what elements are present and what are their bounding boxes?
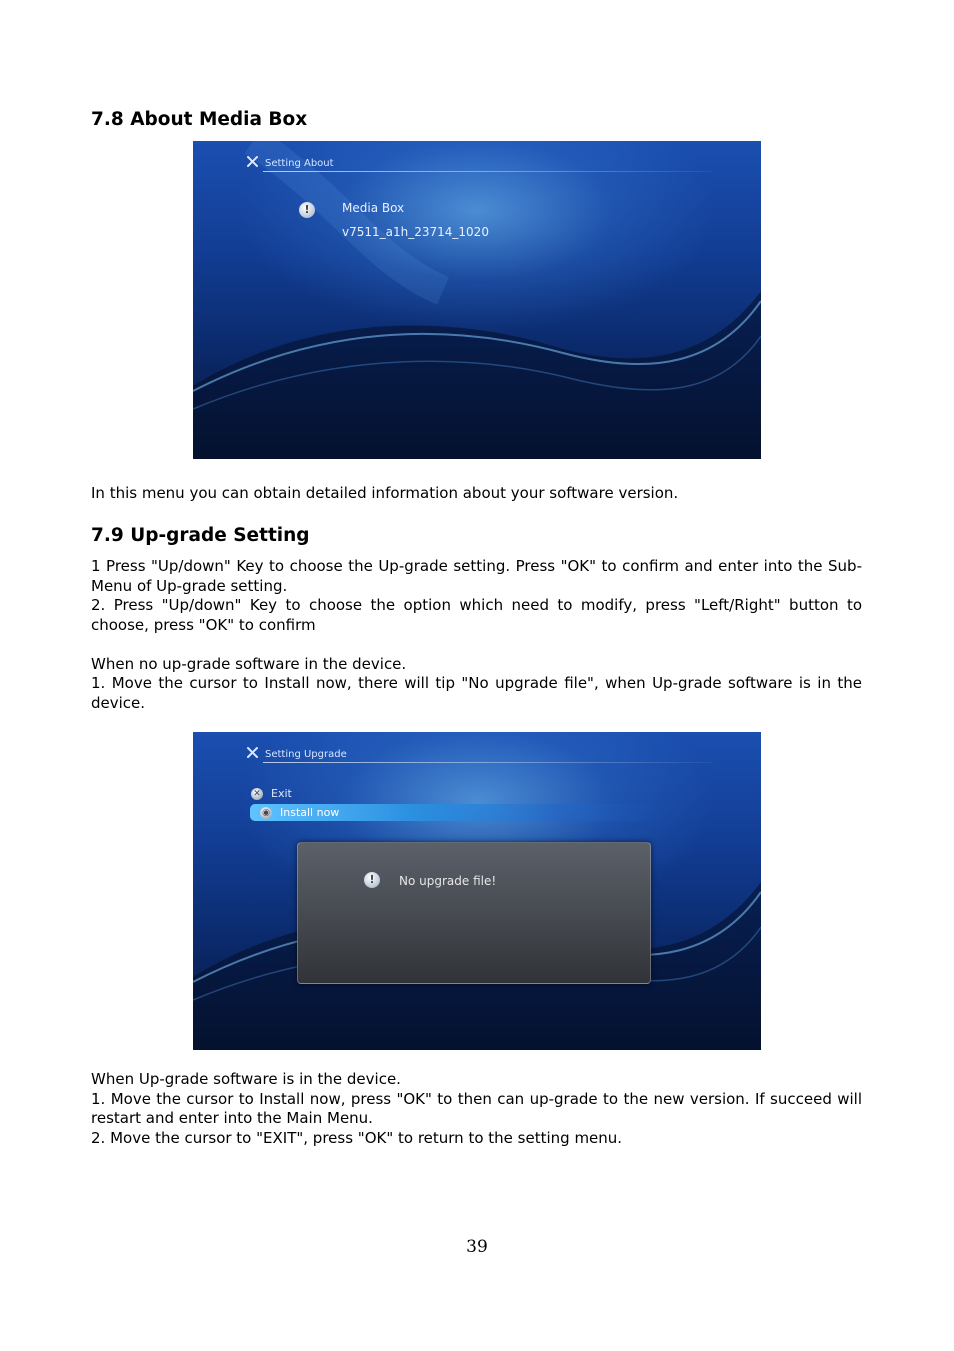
instruction-line: 2. Press "Up/down" Key to choose the option which need to modify, press "Left/Right" button to choose, press "OK" to confirm xyxy=(91,596,862,634)
instruction-line: 2. Move the cursor to "EXIT", press "OK" to return to the setting menu. xyxy=(91,1128,623,1147)
section-heading-about: 7.8 About Media Box xyxy=(91,109,308,130)
upgrade-popup xyxy=(297,842,651,984)
wrench-icon xyxy=(246,155,259,171)
instruction-line: When no up-grade software in the device. xyxy=(91,654,407,673)
header-divider xyxy=(263,762,713,763)
instruction-line: 1. Move the cursor to Install now, press "OK" to then can up-grade to the new version. If succeed will restart and enter into the Main Menu. xyxy=(91,1089,862,1127)
info-bubble-icon: ! xyxy=(299,202,315,218)
instruction-line: When Up-grade software is in the device. xyxy=(91,1070,401,1088)
close-circle-icon: ✕ xyxy=(251,788,263,800)
popup-message: No upgrade file! xyxy=(399,874,497,888)
page-number: 39 xyxy=(466,1237,488,1257)
background-waves xyxy=(193,141,761,459)
info-bubble-icon: ! xyxy=(364,872,380,888)
install-disc-icon: ◉ xyxy=(260,807,272,819)
software-version: v7511_a1h_23714_1020 xyxy=(342,225,489,239)
about-screenshot xyxy=(193,141,761,459)
menu-item-install-now[interactable] xyxy=(250,804,660,821)
instruction-line: 1. Move the cursor to Install now, there will tip "No upgrade file", when Up-grade software is in the device. xyxy=(91,674,862,712)
upgrade-with-software xyxy=(91,1070,862,1148)
menu-item-label: Exit xyxy=(271,787,292,800)
menu-item-exit[interactable] xyxy=(251,785,292,802)
upgrade-instructions xyxy=(91,557,862,713)
section-heading-upgrade: 7.9 Up-grade Setting xyxy=(91,525,310,546)
menu-item-label: Install now xyxy=(280,806,340,819)
wrench-icon xyxy=(246,746,259,762)
screen-header xyxy=(246,746,347,762)
screen-header-label: Setting Upgrade xyxy=(265,748,347,760)
screen-header xyxy=(246,155,334,171)
device-name: Media Box xyxy=(342,201,405,215)
instruction-line: 1 Press "Up/down" Key to choose the Up-grade setting. Press "OK" to confirm and enter into the Sub-Menu of Up-grade setting. xyxy=(91,557,862,595)
screen-header-label: Setting About xyxy=(265,157,334,169)
upgrade-screenshot xyxy=(193,732,761,1050)
about-description: In this menu you can obtain detailed information about your software version. xyxy=(91,484,679,502)
header-divider xyxy=(263,171,713,172)
